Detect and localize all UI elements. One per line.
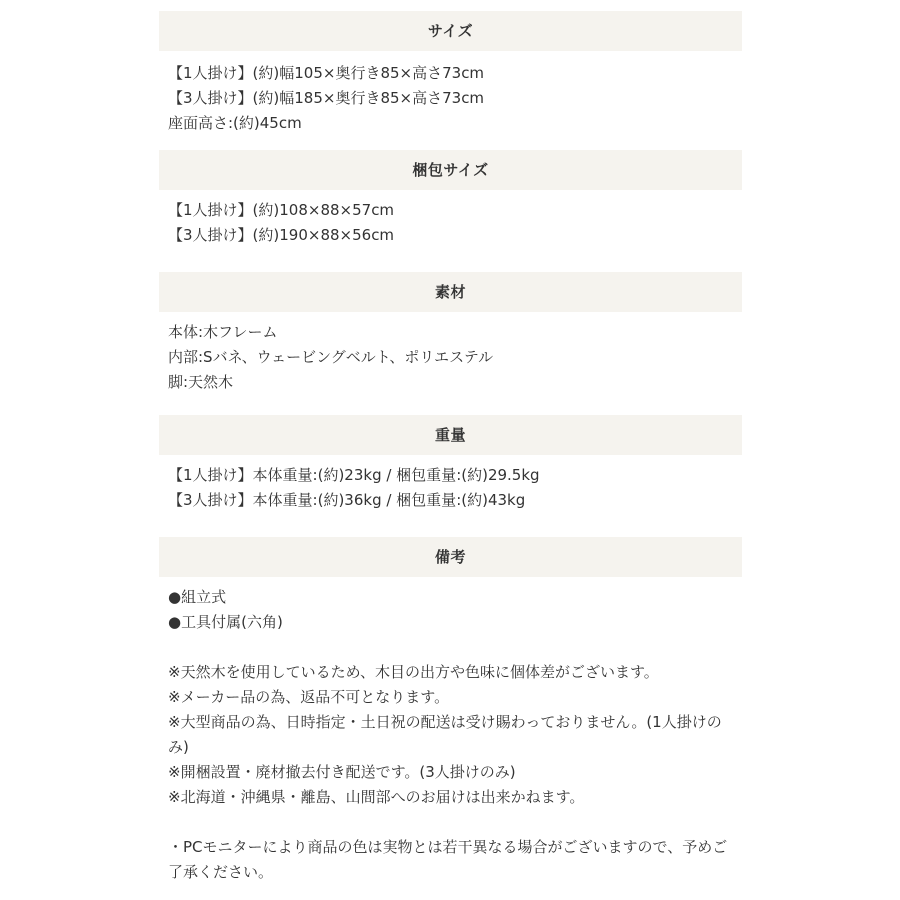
weight-line-3: 【3人掛け】本体重量:(約)36kg / 梱包重量:(約)43kg bbox=[168, 491, 526, 509]
note-bullet-assembly: ●組立式 bbox=[168, 588, 227, 606]
package-header: 梱包サイズ bbox=[159, 150, 742, 190]
material-legs-line: 脚:天然木 bbox=[168, 373, 234, 391]
size-line-1: 【1人掛け】(約)幅105×奥行き85×高さ73cm bbox=[168, 64, 485, 82]
remark-delivery-area: ※北海道・沖縄県・離島、山間部へのお届けは出来かねます。 bbox=[168, 788, 585, 806]
material-body bbox=[159, 312, 742, 415]
material-frame-line: 本体:木フレーム bbox=[168, 323, 278, 341]
remark-delivery-date: ※大型商品の為、日時指定・土日祝の配送は受け賜わっておりません。(1人掛けのみ) bbox=[168, 713, 722, 756]
product-spec-page bbox=[159, 11, 742, 885]
size-body bbox=[159, 51, 742, 146]
notes-header: 備考 bbox=[159, 537, 742, 577]
material-section bbox=[159, 272, 742, 415]
remark-natural-wood: ※天然木を使用しているため、木目の出方や色味に個体差がございます。 bbox=[168, 663, 659, 681]
package-line-1: 【1人掛け】(約)108×88×57cm bbox=[168, 201, 395, 219]
size-line-3: 【3人掛け】(約)幅185×奥行き85×高さ73cm bbox=[168, 89, 485, 107]
weight-line-1: 【1人掛け】本体重量:(約)23kg / 梱包重量:(約)29.5kg bbox=[168, 466, 540, 484]
note-bullet-tool: ●工具付属(六角) bbox=[168, 613, 283, 631]
size-section bbox=[159, 11, 742, 146]
material-header: 素材 bbox=[159, 272, 742, 312]
material-interior-line: 内部:Sバネ、ウェービングベルト、ポリエステル bbox=[168, 348, 494, 366]
pc-color-note: ・PCモニターにより商品の色は実物とは若干異なる場合がございますので、予めご了承ください。 bbox=[168, 838, 728, 881]
package-body bbox=[159, 190, 742, 272]
remark-setup-delivery: ※開梱設置・廃材撤去付き配送です。(3人掛けのみ) bbox=[168, 763, 516, 781]
weight-section bbox=[159, 415, 742, 537]
remark-no-return: ※メーカー品の為、返品不可となります。 bbox=[168, 688, 450, 706]
weight-body bbox=[159, 455, 742, 537]
package-section bbox=[159, 150, 742, 272]
seat-height-line: 座面高さ:(約)45cm bbox=[168, 114, 302, 132]
size-header: サイズ bbox=[159, 11, 742, 51]
spacer bbox=[168, 810, 733, 835]
spacer bbox=[168, 635, 733, 660]
notes-body bbox=[159, 577, 742, 885]
package-line-3: 【3人掛け】(約)190×88×56cm bbox=[168, 226, 395, 244]
notes-section bbox=[159, 537, 742, 885]
weight-header: 重量 bbox=[159, 415, 742, 455]
